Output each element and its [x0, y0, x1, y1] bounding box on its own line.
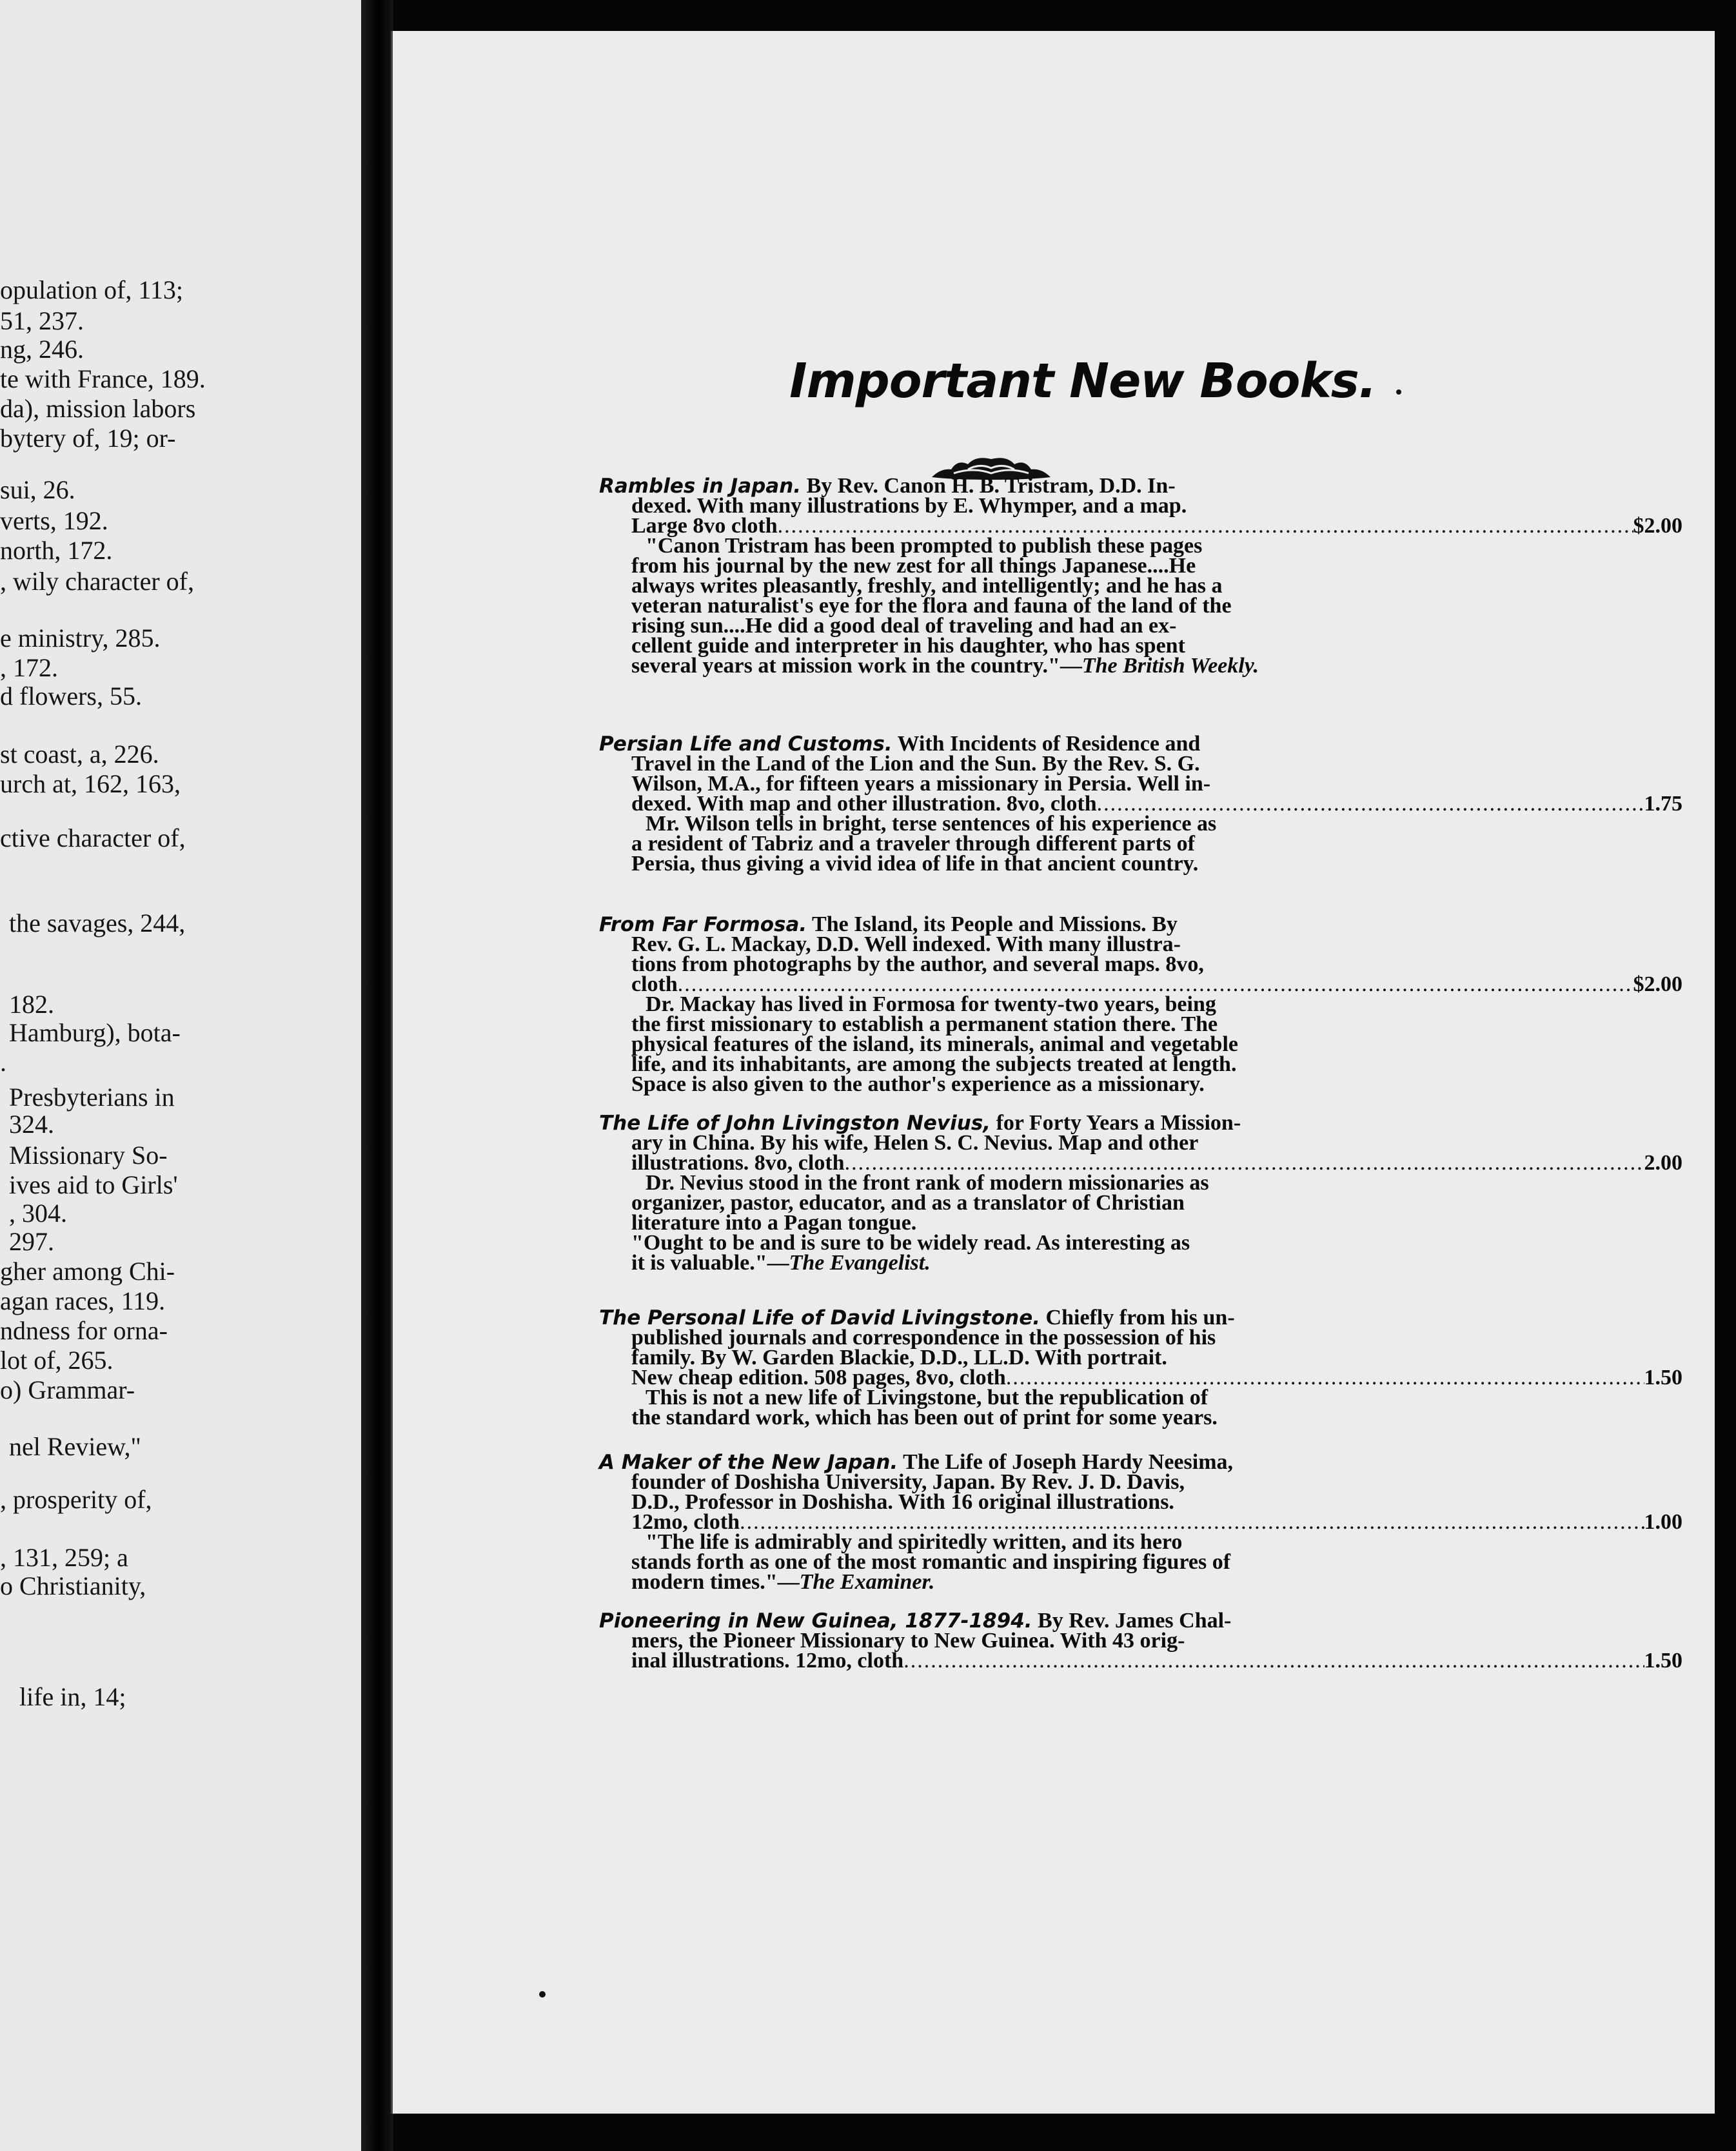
book-description: mers, the Pioneer Missionary to New Guinea. With 43 orig- — [631, 1629, 1185, 1653]
book-description: cloth — [631, 972, 678, 996]
index-line: verts, 192. — [0, 506, 108, 535]
index-line: opulation of, 113; — [0, 275, 184, 304]
book-description: Large 8vo cloth — [631, 514, 778, 538]
book-entry — [599, 1611, 1682, 1671]
book-price: 2.00 — [1644, 1151, 1682, 1175]
book-description: The Life of Joseph Hardy Neesima, — [898, 1450, 1234, 1474]
book-review: life, and its inhabitants, are among the subjects treated at length. — [631, 1052, 1237, 1076]
book-price: 1.75 — [1644, 792, 1682, 816]
book-description: Travel in the Land of the Lion and the Sun. By the Rev. S. G. — [631, 752, 1200, 776]
index-line: te with France, 189. — [0, 364, 206, 393]
index-line: 297. — [9, 1227, 54, 1256]
index-line: o Christianity, — [0, 1571, 146, 1600]
index-line: o) Grammar- — [0, 1375, 135, 1404]
book-description: 12mo, cloth — [631, 1510, 740, 1534]
book-title[interactable]: Rambles in Japan. — [599, 475, 802, 498]
book-price: $2.00 — [1633, 514, 1682, 538]
index-line: gher among Chi- — [0, 1257, 175, 1286]
index-line: , wily character of, — [0, 567, 194, 596]
review-source: The British Weekly. — [1081, 654, 1259, 678]
review-source: The Evangelist. — [789, 1251, 931, 1275]
index-line: , prosperity of, — [0, 1485, 152, 1514]
index-line: sui, 26. — [0, 475, 75, 504]
index-line: ives aid to Girls' — [9, 1170, 178, 1199]
book-review: stands forth as one of the most romantic and inspiring figures of — [631, 1550, 1231, 1574]
index-line: e ministry, 285. — [0, 624, 161, 653]
book-review: literature into a Pagan tongue. — [631, 1211, 917, 1235]
left-page-index — [0, 0, 361, 2151]
book-description: founder of Doshisha University, Japan. By Rev. J. D. Davis, — [631, 1470, 1185, 1494]
dot-leader — [1006, 1368, 1644, 1388]
book-review: it is valuable."— — [631, 1251, 789, 1275]
page-heading: Important New Books. — [789, 353, 1376, 409]
index-line: Missionary So- — [9, 1141, 168, 1170]
book-title[interactable]: From Far Formosa. — [599, 913, 807, 936]
book-spine — [361, 0, 393, 2151]
index-line: , 304. — [9, 1199, 67, 1228]
dot-leader — [903, 1651, 1644, 1671]
book-review: a resident of Tabriz and a traveler through different parts of — [631, 832, 1195, 856]
book-description: illustrations. 8vo, cloth — [631, 1151, 845, 1175]
book-description: dexed. With many illustrations by E. Whymper, and a map. — [631, 494, 1187, 518]
index-line: urch at, 162, 163, — [0, 769, 181, 798]
book-title[interactable]: A Maker of the New Japan. — [599, 1451, 898, 1474]
book-price: 1.50 — [1644, 1649, 1682, 1673]
index-line: ndness for orna- — [0, 1316, 168, 1345]
book-price: 1.50 — [1644, 1366, 1682, 1390]
dot-leader — [778, 516, 1633, 536]
book-title[interactable]: The Life of John Livingston Nevius, — [599, 1112, 991, 1135]
book-review: modern times."— — [631, 1570, 800, 1594]
book-entry — [599, 476, 1682, 676]
book-description: dexed. With map and other illustration. 8vo, cloth — [631, 792, 1097, 816]
dot-leader — [845, 1153, 1644, 1173]
index-line: Hamburg), bota- — [9, 1018, 181, 1047]
index-line: 324. — [9, 1110, 54, 1139]
book-description: for Forty Years a Mission- — [991, 1111, 1241, 1135]
index-line: north, 172. — [0, 536, 113, 565]
book-review: the first missionary to establish a permanent station there. The — [631, 1012, 1218, 1036]
book-entry — [599, 1452, 1682, 1592]
index-line: ng, 246. — [0, 335, 84, 364]
book-title[interactable]: The Personal Life of David Livingstone. — [599, 1306, 1041, 1330]
index-line: . — [0, 1048, 6, 1077]
book-price: $2.00 — [1633, 972, 1682, 996]
book-title[interactable]: Persian Life and Customs. — [599, 732, 893, 756]
book-description: ary in China. By his wife, Helen S. C. Nevius. Map and other — [631, 1131, 1199, 1155]
index-line: Presbyterians in — [9, 1083, 175, 1112]
book-description: D.D., Professor in Doshisha. With 16 original illustrations. — [631, 1490, 1174, 1514]
dot-leader — [678, 974, 1633, 994]
book-review: always writes pleasantly, freshly, and intelligently; and he has a — [631, 574, 1223, 598]
book-review: Space is also given to the author's experience as a missionary. — [631, 1072, 1205, 1096]
book-review: Persia, thus giving a vivid idea of life in that ancient country. — [631, 852, 1199, 876]
book-description: Rev. G. L. Mackay, D.D. Well indexed. With many illustra- — [631, 932, 1181, 956]
book-review: This is not a new life of Livingstone, but the republication of — [646, 1386, 1208, 1409]
index-line: life in, 14; — [19, 1682, 126, 1711]
book-review: several years at mission work in the country."— — [631, 654, 1082, 678]
index-line: bytery of, 19; or- — [0, 424, 176, 453]
book-title[interactable]: Pioneering in New Guinea, 1877-1894. — [599, 1609, 1032, 1633]
book-description: With Incidents of Residence and — [892, 732, 1201, 756]
book-review: cellent guide and interpreter in his daughter, who has spent — [631, 634, 1185, 658]
book-review: "Canon Tristram has been prompted to publish these pages — [646, 534, 1203, 558]
book-description: family. By W. Garden Blackie, D.D., LL.D. With portrait. — [631, 1346, 1167, 1370]
index-line: the savages, 244, — [9, 909, 186, 938]
index-line: agan races, 119. — [0, 1286, 166, 1315]
book-description: tions from photographs by the author, and several maps. 8vo, — [631, 952, 1204, 976]
index-line: , 131, 259; a — [0, 1543, 128, 1572]
book-price: 1.00 — [1644, 1510, 1682, 1534]
index-line: nel Review," — [9, 1432, 141, 1461]
book-entry — [599, 734, 1682, 874]
book-review: rising sun....He did a good deal of traveling and had an ex- — [631, 614, 1177, 638]
index-line: , 172. — [0, 653, 58, 682]
book-entry — [599, 1113, 1682, 1273]
book-review: Dr. Mackay has lived in Formosa for twenty-two years, being — [646, 992, 1216, 1016]
book-review: the standard work, which has been out of print for some years. — [631, 1406, 1218, 1429]
book-review: "The life is admirably and spiritedly written, and its hero — [646, 1530, 1183, 1554]
book-entry — [599, 914, 1682, 1094]
book-entry — [599, 1308, 1682, 1428]
right-page — [391, 31, 1715, 2114]
book-review: "Ought to be and is sure to be widely read. As interesting as — [631, 1231, 1190, 1255]
book-review: veteran naturalist's eye for the flora and fauna of the land of the — [631, 594, 1232, 618]
index-line: st coast, a, 226. — [0, 740, 159, 769]
book-description: published journals and correspondence in the possession of his — [631, 1326, 1216, 1350]
book-review: from his journal by the new zest for all things Japanese....He — [631, 554, 1196, 578]
index-line: da), mission labors — [0, 394, 196, 423]
book-description: By Rev. Canon H. B. Tristram, D.D. In- — [801, 474, 1176, 498]
book-description: Wilson, M.A., for fifteen years a missionary in Persia. Well in- — [631, 772, 1211, 796]
book-description: inal illustrations. 12mo, cloth — [631, 1649, 904, 1673]
index-line: ctive character of, — [0, 823, 186, 852]
book-description: New cheap edition. 508 pages, 8vo, cloth — [631, 1366, 1006, 1390]
index-line: 51, 237. — [0, 306, 84, 335]
book-description: Chiefly from his un- — [1040, 1306, 1235, 1330]
stray-mark — [539, 1991, 546, 1998]
dot-leader — [740, 1512, 1644, 1532]
book-review: Mr. Wilson tells in bright, terse sentences of his experience as — [646, 812, 1217, 836]
book-description: By Rev. James Chal- — [1032, 1609, 1232, 1633]
dot-leader — [1097, 794, 1644, 814]
book-review: Dr. Nevius stood in the front rank of modern missionaries as — [646, 1171, 1209, 1195]
book-description: The Island, its People and Missions. By — [807, 912, 1178, 936]
index-line: 182. — [9, 990, 54, 1019]
review-source: The Examiner. — [799, 1570, 935, 1594]
book-review: organizer, pastor, educator, and as a translator of Christian — [631, 1191, 1185, 1215]
index-line: d flowers, 55. — [0, 682, 142, 711]
book-review: physical features of the island, its minerals, animal and vegetable — [631, 1032, 1238, 1056]
index-line: lot of, 265. — [0, 1346, 113, 1375]
stray-mark — [1396, 389, 1401, 395]
